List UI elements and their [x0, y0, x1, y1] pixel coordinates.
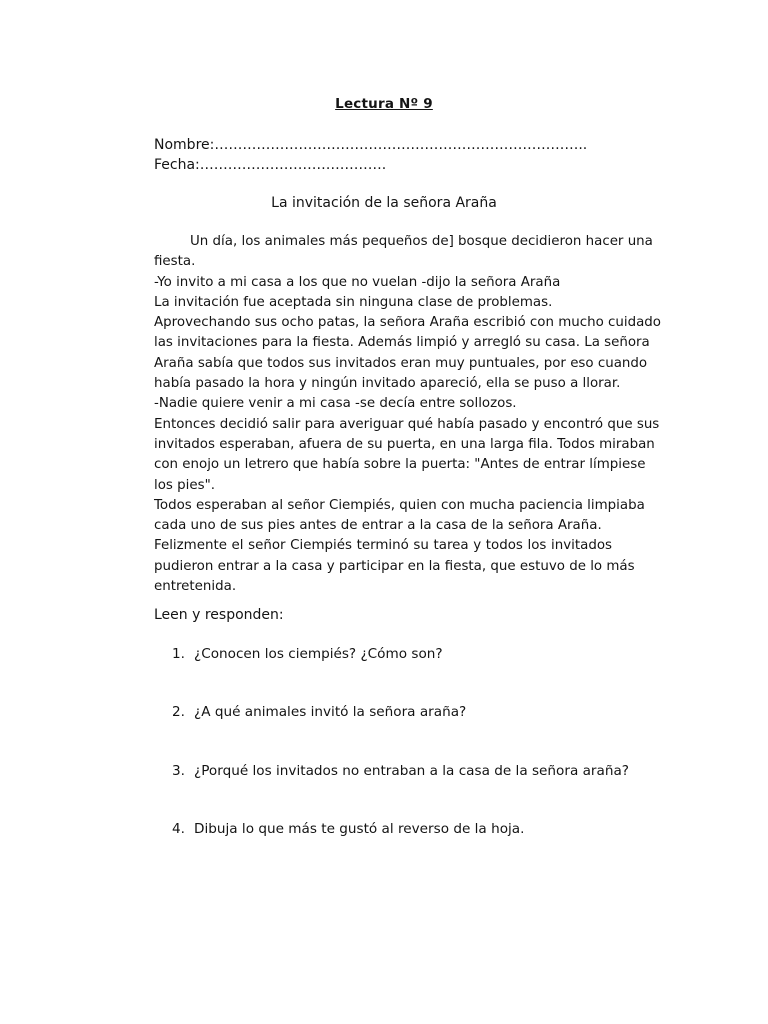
story-line: cada uno de sus pies antes de entrar a la casa de la señora Araña. — [154, 518, 602, 534]
question-text: ¿A qué animales invitó la señora araña? — [194, 704, 467, 720]
question-number: 1. — [172, 646, 185, 662]
question-text: ¿Porqué los invitados no entraban a la casa de la señora araña? — [194, 763, 630, 779]
date-field: Fecha:…………………………………. — [154, 157, 387, 173]
story-line: fiesta. — [154, 254, 196, 270]
story-line: -Nadie quiere venir a mi casa -se decía entre sollozos. — [154, 396, 517, 412]
question-number: 2. — [172, 704, 185, 720]
story-line: Araña sabía que todos sus invitados eran muy puntuales, por eso cuando — [154, 355, 648, 371]
name-field: Nombre:…………………………………………………………………….. — [154, 137, 588, 153]
question-item — [172, 646, 443, 662]
question-item — [172, 763, 629, 779]
story-line: las invitaciones para la fiesta. Además limpió y arregló su casa. La señora — [154, 335, 650, 351]
story-line: había pasado la hora y ningún invitado apareció, ella se puso a llorar. — [154, 376, 621, 392]
question-number: 4. — [172, 821, 185, 837]
question-text: ¿Conocen los ciempiés? ¿Cómo son? — [194, 646, 443, 662]
story-line: invitados esperaban, afuera de su puerta, en una larga fila. Todos miraban — [154, 436, 655, 452]
story-line: pudieron entrar a la casa y participar en la fiesta, que estuvo de lo más — [154, 558, 635, 574]
story-line: La invitación fue aceptada sin ninguna clase de problemas. — [154, 294, 553, 310]
question-text: Dibuja lo que más te gustó al reverso de la hoja. — [194, 821, 525, 837]
story-line: Felizmente el señor Ciempiés terminó su tarea y todos los invitados — [154, 538, 612, 554]
question-item — [172, 704, 466, 720]
question-item — [172, 821, 524, 837]
story-line: -Yo invito a mi casa a los que no vuelan -dijo la señora Araña — [154, 274, 561, 290]
story-line: los pies". — [154, 477, 215, 493]
instruction-text: Leen y responden: — [154, 607, 284, 623]
story-line: Entonces decidió salir para averiguar qué había pasado y encontró que sus — [154, 416, 660, 432]
question-number: 3. — [172, 763, 185, 779]
story-line: entretenida. — [154, 579, 237, 595]
story-line: Aprovechando sus ocho patas, la señora Araña escribió con mucho cuidado — [154, 315, 661, 331]
story-line: Todos esperaban al señor Ciempiés, quien con mucha paciencia limpiaba — [154, 497, 645, 513]
story-line: con enojo un letrero que había sobre la puerta: "Antes de entrar límpiese — [154, 457, 646, 473]
story-text — [154, 232, 661, 597]
story-title: La invitación de la señora Araña — [271, 195, 497, 211]
page-title: Lectura Nº 9 — [335, 96, 433, 112]
story-line: Un día, los animales más pequeños de] bosque decidieron hacer una — [190, 234, 653, 249]
